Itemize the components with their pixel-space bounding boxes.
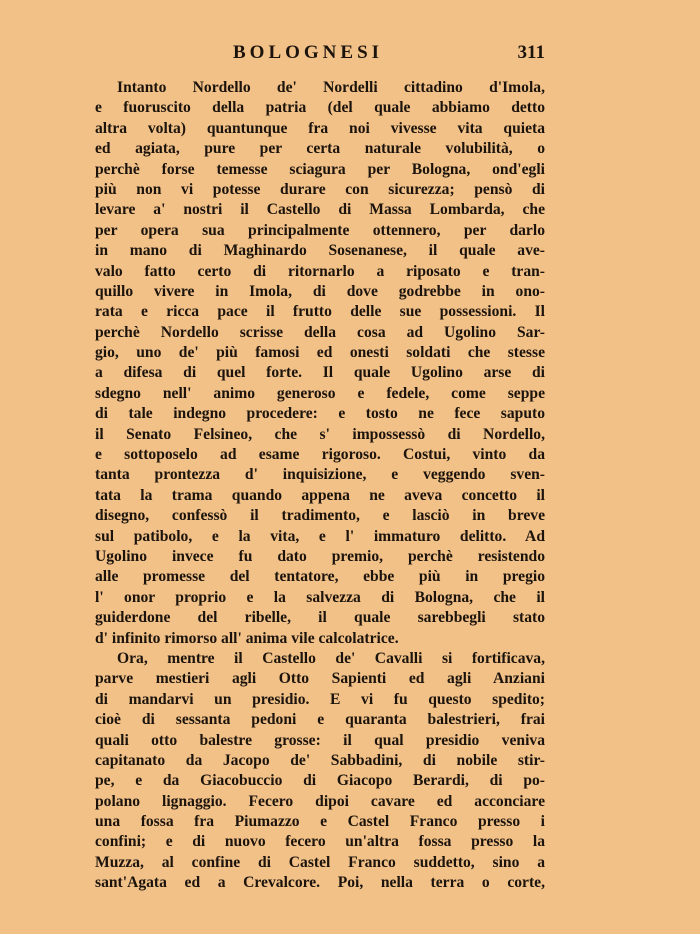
text-line: il Senato Felsineo, che s' impossessò di Nordello, — [95, 425, 545, 443]
text-line: ed agiata, pure per certa naturale volubilità, o — [95, 140, 545, 158]
text-line: l' onor proprio e la salvezza di Bologna, che il — [95, 588, 545, 606]
text-line: gio, uno de' più famosi ed onesti soldati che stesse — [95, 344, 545, 362]
text-line: parve mestieri agli Otto Sapienti ed agli Anziani — [95, 670, 545, 688]
text-line: una fossa fra Piumazzo e Castel Franco presso i — [95, 813, 545, 831]
running-head — [95, 42, 545, 68]
text-line: a difesa di quel forte. Il quale Ugolino arse di — [95, 364, 545, 382]
text-line: Muzza, al confine di Castel Franco suddetto, sino a — [95, 853, 545, 871]
text-line: di tale indegno procedere: e tosto ne fece saputo — [95, 405, 545, 423]
paragraph-castello-de-cavalli — [95, 649, 545, 894]
text-line: per opera sua principalmente ottennero, per darlo — [95, 221, 545, 239]
text-line: confini; e di nuovo fecero un'altra fossa presso la — [95, 833, 545, 851]
running-head-title: BOLOGNESI — [233, 42, 384, 63]
page-number: 311 — [517, 42, 545, 63]
text-line: d' infinito rimorso all' anima vile calcolatrice. — [95, 629, 399, 647]
text-line: di mandarvi un presidio. E vi fu questo spedito; — [95, 690, 545, 708]
paragraph-nordello — [95, 78, 545, 649]
text-line: perchè Nordello scrisse della cosa ad Ugolino Sar- — [95, 323, 545, 341]
text-line: sul patibolo, e la vita, e l' immaturo delitto. Ad — [95, 527, 545, 545]
text-line: Ugolino invece fu dato premio, perchè resistendo — [95, 547, 545, 565]
text-line: cioè di sessanta pedoni e quaranta balestrieri, frai — [95, 711, 545, 729]
text-line: alle promesse del tentatore, ebbe più in pregio — [95, 568, 545, 586]
text-line: quali otto balestre grosse: il qual presidio veniva — [95, 731, 545, 749]
text-line: tata la trama quando appena ne aveva concetto il — [95, 486, 545, 504]
text-line: rata e ricca pace il frutto delle sue possessioni. Il — [95, 303, 545, 321]
text-line: più non vi potesse durare con sicurezza; pensò di — [95, 180, 545, 198]
text-line: e fuoruscito della patria (del quale abbiamo detto — [95, 99, 545, 117]
text-line: capitanato da Jacopo de' Sabbadini, di nobile stir- — [95, 751, 545, 769]
text-line: guiderdone del ribelle, il quale sarebbegli stato — [95, 609, 545, 627]
text-line: perchè forse temesse sciagura per Bologna, ond'egli — [95, 160, 545, 178]
text-line: Intanto Nordello de' Nordelli cittadino d'Imola, — [117, 79, 545, 96]
text-line: valo fatto certo di ritornarlo a riposato e tran- — [95, 262, 545, 280]
text-line: disegno, confessò il tradimento, e lasciò in breve — [95, 507, 545, 525]
text-line: altra volta) quantunque fra noi vivesse vita quieta — [95, 119, 545, 137]
body-text — [95, 78, 545, 894]
text-line: Ora, mentre il Castello de' Cavalli si fortificava, — [117, 649, 545, 667]
text-line: sdegno nell' animo generoso e fedele, come seppe — [95, 384, 545, 402]
text-line: levare a' nostri il Castello di Massa Lombarda, che — [95, 201, 545, 219]
text-line: sant'Agata ed a Crevalcore. Poi, nella terra o corte, — [95, 874, 545, 892]
text-line: quillo vivere in Imola, di dove godrebbe in ono- — [95, 282, 545, 300]
text-line: polano lignaggio. Fecero dipoi cavare ed acconciare — [95, 792, 545, 810]
text-line: e sottoposelo ad esame rigoroso. Costui, vinto da — [95, 446, 545, 464]
text-line: in mano di Maghinardo Sosenanese, il quale ave- — [95, 242, 545, 260]
text-line: tanta prontezza d' inquisizione, e veggendo sven- — [95, 466, 545, 484]
text-line: pe, e da Giacobuccio di Giacopo Berardi, di po- — [95, 772, 545, 790]
